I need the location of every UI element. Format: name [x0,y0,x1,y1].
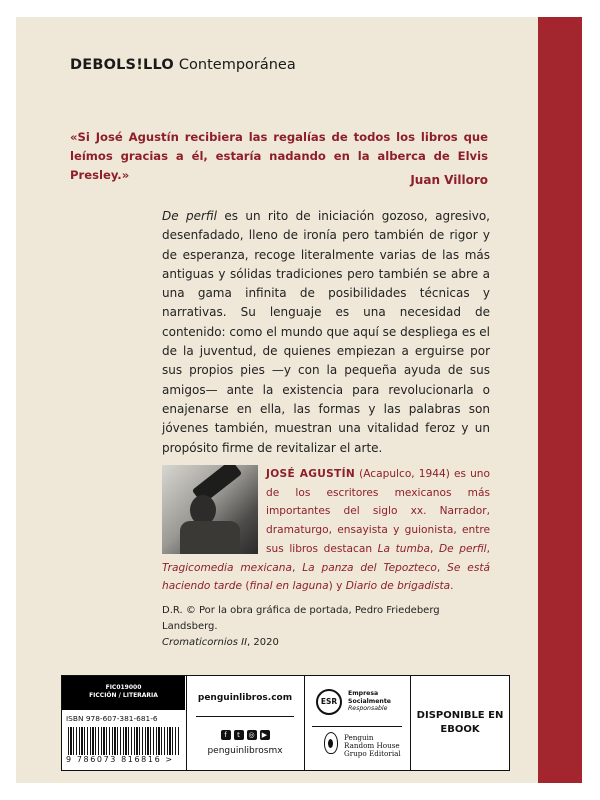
separator: , [486,542,490,555]
esr-line: Empresa [348,690,379,697]
blurb-quote: «Si José Agustín recibiera las regalías de todos los libros que leímos gracias a él, estaría nadando en la alberca de Elvis Presley.» [70,130,488,182]
bio-text: (Acapulco, 1944) es uno de los escritores mexicanos más importantes del siglo xx. Narrador, dramaturgo, ensayista y guionista, entre sus libros destacan [266,468,491,555]
book-title: La tumba [377,542,431,555]
ebook-line: DISPONIBLE EN [416,710,504,721]
publisher-line: Grupo Editorial [344,749,401,758]
ebook-notice [410,676,510,770]
category-name: FICCIÓN / LITERARIA [89,692,158,699]
credits-line: D.R. © Por la obra gráfica de portada, Pedro Friedeberg Landsberg. [162,605,440,632]
artwork-year: , 2020 [247,637,279,648]
publisher-logos [304,676,411,770]
book-title: final en laguna [249,580,329,593]
barcode-number: 9 786073 816816 > [66,755,182,764]
synopsis-text: es un rito de iniciación gozoso, agresivo, desenfadado, lleno de ironía pero también de rigor y de esperanza, recoge literalmente varias de las más antiguas y sólidas tradiciones pero también se abre a una gama infinita de posibilidades técnicas y narrativas. Su lenguaje es una necesidad de contenido: como el mundo que aquí se despliega es el de la juventud, de quienes empiezan a erguirse por sus propios pies —y con la pequeña ayuda de sus amigos— ante la existencia para revolucionarla o enajenarse en ella, las formas y las palabras son jóvenes también, muestran una vitalidad feroz y un propósito firme de revitalizar el arte. [162,209,490,455]
artwork-title: Cromaticornios II [162,637,248,648]
separator: , [436,561,448,574]
website-url[interactable]: penguinlibros.com [197,693,293,703]
photo-spacer [162,465,266,555]
author-name: JOSÉ AGUSTÍN [266,468,355,480]
author-bio [162,465,490,596]
book-title: Diario de brigadista [345,580,451,593]
book-title: De perfil [438,542,487,555]
book-title: De perfil [162,209,217,223]
book-title: La panza del Tepozteco [302,561,437,574]
cover-credits [162,603,490,651]
bottom-panel [61,675,510,771]
publisher-line: Random House [344,741,400,750]
facebook-icon[interactable]: f [221,730,231,740]
penguin-logo-icon [324,732,338,754]
category-box [62,676,185,710]
divider [312,726,402,727]
book-title: Tragicomedia mexicana [162,561,292,574]
brand-header [70,57,296,73]
separator: , [430,542,439,555]
collection-name: Contemporánea [178,57,296,73]
separator: ( [242,580,250,593]
divider [196,716,294,717]
spine-band [538,17,582,783]
social-handle[interactable]: penguinlibrosmx [207,746,283,756]
esr-logo-icon: ESR [316,689,342,715]
barcode-section [62,676,187,770]
back-cover [16,17,582,783]
barcode-image [68,727,180,755]
separator: . [450,580,454,593]
social-icons [186,730,304,740]
separator: ) y [328,580,346,593]
esr-line: Socialmente [348,697,391,705]
publisher-logo: DEBOLS!LLO [70,57,174,73]
twitter-icon[interactable]: t [234,730,244,740]
publisher-name [344,734,401,758]
instagram-icon[interactable]: ◎ [248,731,255,739]
synopsis [162,207,490,458]
esr-label [348,690,391,713]
esr-line: Responsable [348,705,388,712]
separator: , [291,561,303,574]
quote-author: Juan Villoro [410,173,488,187]
youtube-icon[interactable]: ▶ [260,730,270,740]
category-code: FIC019000 [105,684,142,691]
isbn-text: ISBN 978-607-381-681-6 [66,714,158,723]
publisher-line: Penguin [344,733,374,742]
book-title: Se está haciendo tarde [162,561,490,593]
ebook-line: EBOOK [440,724,480,735]
web-section [186,676,305,770]
